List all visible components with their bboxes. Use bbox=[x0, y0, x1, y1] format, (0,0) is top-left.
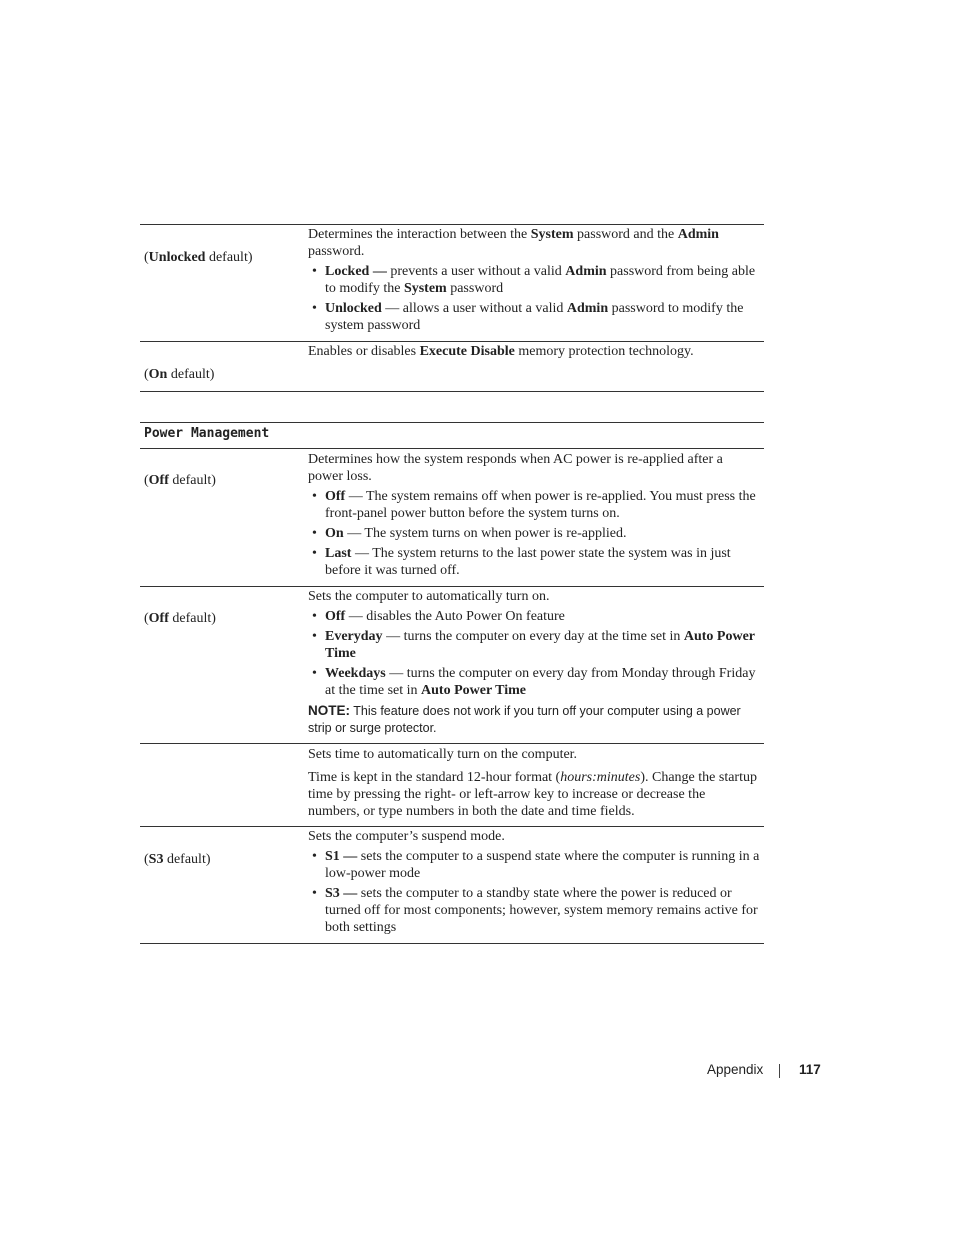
list-item: • Last — The system returns to the last power state the system was in just before it was turned off. bbox=[308, 545, 760, 579]
list-item: • Off — The system remains off when power is re-applied. You must press the front-panel power button before the system turns on. bbox=[308, 488, 760, 522]
list-item: • S1 — sets the computer to a suspend state where the computer is running in a low-power mode bbox=[308, 848, 760, 882]
list-item: • Everyday — turns the computer on every day at the time set in Auto Power Time bbox=[308, 628, 760, 662]
list-item: • On — The system turns on when power is re-applied. bbox=[308, 525, 760, 542]
footer-section-label: Appendix bbox=[707, 1062, 764, 1077]
default-value-label: (Unlocked default) bbox=[144, 250, 253, 265]
table-row bbox=[140, 744, 764, 827]
section-header: Power Management bbox=[144, 426, 270, 441]
footer-divider bbox=[779, 1064, 780, 1078]
setting-description: Determines how the system responds when AC power is re-applied after a power loss. • Off — The system remains off when power is re-applied. You must press the front-panel power button before the system turns on. • On — The system turns on when power is re-applied. • Last — The system returns to the last power state the system was in just before it was turned off. bbox=[308, 451, 760, 582]
setting-description: Sets the computer’s suspend mode. • S1 — sets the computer to a suspend state where the computer is running in a low-power mode • S3 — sets the computer to a standby state where the power is reduced or turned off for most components; however, system memory remains active for both settings bbox=[308, 828, 760, 939]
setting-description: Determines the interaction between the System password and the Admin password. • Locked — prevents a user without a valid Admin password from being able to modify the System password • Unlocked — allows a user without a valid Admin password to modify the system password bbox=[308, 226, 760, 337]
table-row bbox=[140, 449, 764, 587]
table-row bbox=[140, 342, 764, 392]
table-row bbox=[140, 827, 764, 944]
default-value-label: (S3 default) bbox=[144, 852, 211, 867]
table-row bbox=[140, 225, 764, 342]
list-item: • Off — disables the Auto Power On feature bbox=[308, 608, 760, 625]
list-item: • Locked — prevents a user without a valid Admin password from being able to modify the System password bbox=[308, 263, 760, 297]
setting-description: Enables or disables Execute Disable memory protection technology. bbox=[308, 344, 694, 359]
list-item: • Weekdays — turns the computer on every day from Monday through Friday at the time set in Auto Power Time bbox=[308, 665, 760, 699]
default-value-label: (On default) bbox=[144, 367, 215, 382]
page-number: 117 bbox=[799, 1062, 821, 1077]
note-text: NOTE: This feature does not work if you turn off your computer using a power strip or surge protector. bbox=[308, 703, 741, 735]
list-item: • S3 — sets the computer to a standby state where the power is reduced or turned off for most components; however, system memory remains active for both settings bbox=[308, 885, 760, 936]
table-row bbox=[140, 587, 764, 744]
list-item: • Unlocked — allows a user without a valid Admin password to modify the system password bbox=[308, 300, 760, 334]
setting-description: Sets time to automatically turn on the computer. Time is kept in the standard 12-hour format (hours:minutes). Change the startup time by pressing the right- or left-arrow key to increase or decrease the numbers, or type numbers in both the date and time fields. bbox=[308, 747, 757, 819]
section-header-row bbox=[140, 423, 764, 449]
default-value-label: (Off default) bbox=[144, 611, 216, 626]
setting-description: Sets the computer to automatically turn on. • Off — disables the Auto Power On feature • Everyday — turns the computer on every day at the time set in Auto Power Time • Weekdays — turns the computer on every day from Monday through Friday at the time set in Auto Power Time NOTE: This feature does not work if you turn off your computer using a power strip or surge protector. bbox=[308, 588, 760, 737]
default-value-label: (Off default) bbox=[144, 473, 216, 488]
